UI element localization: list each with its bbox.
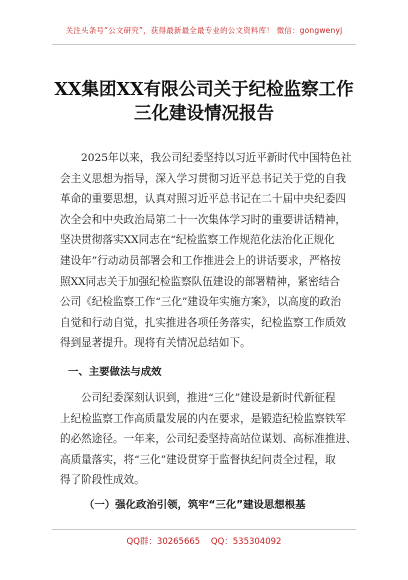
footer-qq-number: QQ：535304092 xyxy=(210,537,282,547)
subsection-heading: （一）强化政治引领，筑牢“三化”建设思想根基 xyxy=(84,499,306,511)
paragraph-line: 自觉和行动自觉，扎实推进各项任务落实，纪检监察工作质效 xyxy=(60,316,347,329)
paragraph-line: 2025年以来，我公司纪委坚持以习近平新时代中国特色社 xyxy=(81,152,352,164)
paragraph-line: 坚决贯彻落实XX同志在“纪检监察工作规范化法治化正规化 xyxy=(60,234,335,247)
paragraph-line: 建设年”行动动员部署会和工作推进会上的讲话要求，严格按 xyxy=(60,254,341,267)
title-line-2: 三化建设情况报告 xyxy=(134,104,274,124)
paragraph-line: 得到显著提升。现将有关情况总结如下。 xyxy=(60,337,251,350)
paragraph-line: 高质量落实，将“三化”建设贯穿于监督执纪问责全过程，取 xyxy=(60,453,336,466)
paragraph-line: 次全会和中央政治局第二十一次集体学习时的重要讲话精神， xyxy=(60,213,347,226)
header-divider xyxy=(52,44,356,45)
footer-qq-group: QQ群：30265665 xyxy=(126,537,201,547)
paragraph-line: 照XX同志关于加强纪检监察队伍建设的部署精神，紧密结合 xyxy=(60,275,340,288)
title-line-1: XX集团XX有限公司关于纪检监察工作 xyxy=(54,80,354,100)
document-title xyxy=(40,78,368,126)
paragraph-line: 会主义思想为指导，深入学习贯彻习近平总书记关于党的自我 xyxy=(60,172,347,185)
footer-contact xyxy=(0,535,408,547)
paragraph-line: 公司《纪检监察工作“三化”建设年实施方案》，以高度的政治 xyxy=(60,296,341,309)
section-heading: 一、主要做法与成效 xyxy=(68,366,162,378)
section-paragraph xyxy=(60,388,357,491)
paragraph-line: 的必然途径。一年来，公司纪委坚持高站位谋划、高标准推进、 xyxy=(60,433,357,446)
paragraph-line: 公司纪委深刻认识到，推进“三化”建设是新时代新征程 xyxy=(81,392,336,404)
paragraph-line: 上纪检监察工作高质量发展的内在要求，是锻造纪检监察铁军 xyxy=(60,412,347,425)
header-banner: 关注头条号“公文研究”，获得最新最全最专业的公文资料库！ 微信：gongwenyj xyxy=(65,26,343,35)
footer-divider xyxy=(52,529,356,530)
paragraph-line: 革命的重要思想，认真对照习近平总书记在二十届中央纪委四 xyxy=(60,193,347,206)
paragraph-line: 得了阶段性成效。 xyxy=(60,474,145,487)
intro-paragraph xyxy=(60,148,350,354)
